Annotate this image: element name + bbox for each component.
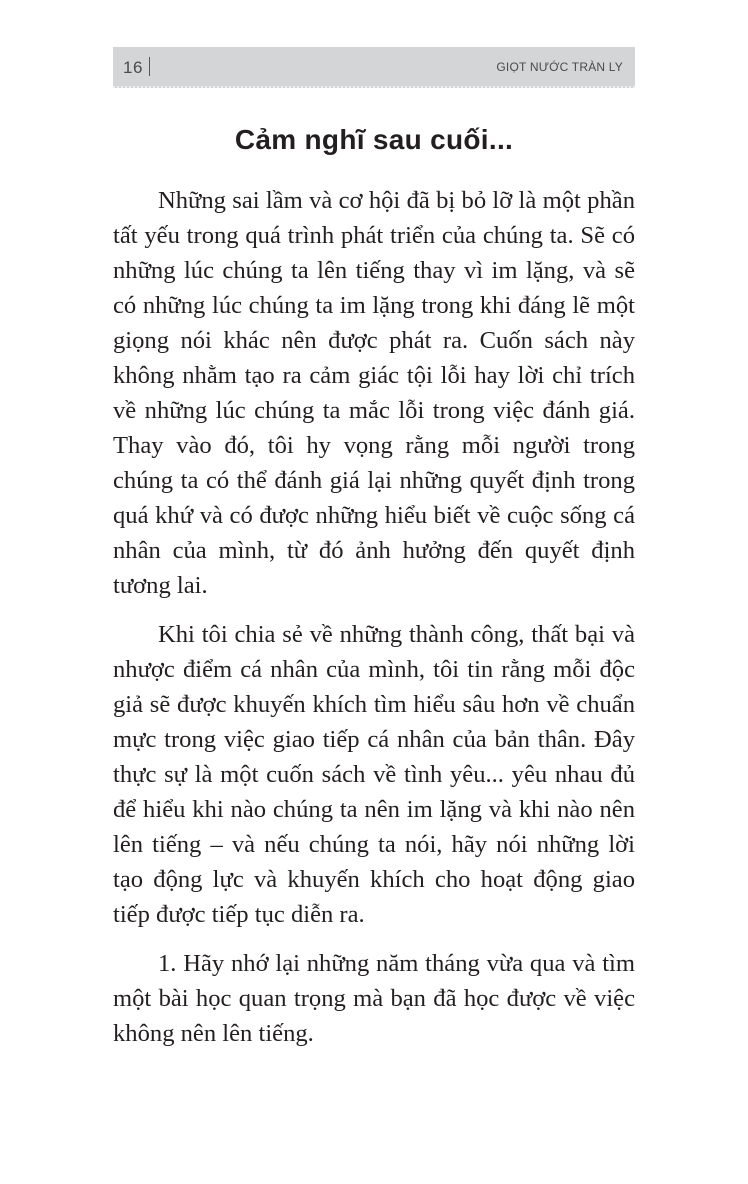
book-title: GIỌT NƯỚC TRÀN LY <box>496 60 623 74</box>
running-header <box>113 47 635 88</box>
paragraph-2: Khi tôi chia sẻ về những thành công, thất bại và nhược điểm cá nhân của mình, tôi tin rằng mỗi độc giả sẽ được khuyến khích tìm hiểu sâu hơn về chuẩn mực trong việc giao tiếp cá nhân của bản thân. Đây thực sự là một cuốn sách về tình yêu... yêu nhau đủ để hiểu khi nào chúng ta nên im lặng và khi nào nên lên tiếng – và nếu chúng ta nói, hãy nói những lời tạo động lực và khuyến khích cho hoạt động giao tiếp được tiếp tục diễn ra. <box>113 621 635 928</box>
page-number: 16 <box>123 58 143 77</box>
chapter-title: Cảm nghĩ sau cuối... <box>234 124 514 155</box>
paragraph-1: Những sai lầm và cơ hội đã bị bỏ lỡ là một phần tất yếu trong quá trình phát triển của chúng ta. Sẽ có những lúc chúng ta lên tiếng thay vì im lặng, và sẽ có những lúc chúng ta im lặng trong khi đáng lẽ một giọng nói khác nên được phát ra. Cuốn sách này không nhằm tạo ra cảm giác tội lỗi hay lời chỉ trích về những lúc chúng ta mắc lỗi trong việc đánh giá. Thay vào đó, tôi hy vọng rằng mỗi người trong chúng ta có thể đánh giá lại những quyết định trong quá khứ và có được những hiểu biết về cuộc sống cá nhân của mình, từ đó ảnh hưởng đến quyết định tương lai. <box>113 187 635 599</box>
header-separator <box>149 57 150 76</box>
exercise-item-1: 1. Hãy nhớ lại những năm tháng vừa qua và tìm một bài học quan trọng mà bạn đã học được về việc không nên lên tiếng. <box>113 950 635 1047</box>
body-text <box>113 183 635 1065</box>
